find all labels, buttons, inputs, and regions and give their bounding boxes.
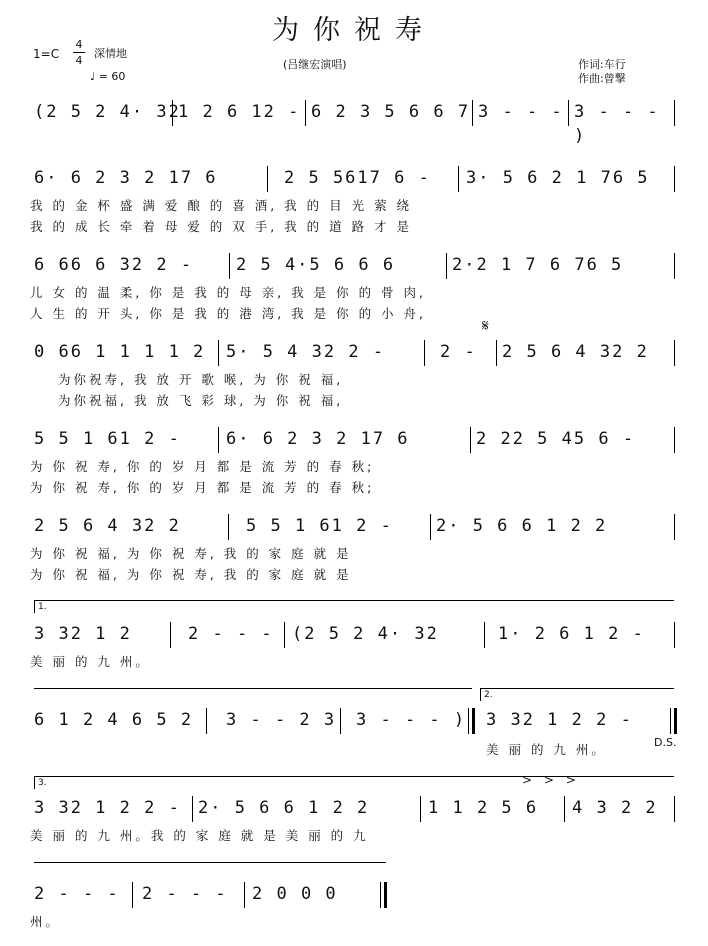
volta-label: 2.	[484, 690, 493, 700]
measure: 5 5 1 61 2 -	[34, 429, 181, 449]
time-signature-top: 4	[75, 38, 83, 51]
segno-icon: 𝄋	[482, 316, 489, 335]
volta-label: 3.	[38, 778, 47, 788]
volta-label: 1.	[38, 602, 47, 612]
measure: 3 32 1 2 2 -	[34, 798, 181, 818]
measure: 3 - - 2 3	[226, 710, 337, 730]
score-system	[30, 253, 676, 323]
measure: 2 22 5 45 6 -	[476, 429, 636, 449]
measure: 6 66 6 32 2 -	[34, 255, 194, 275]
score-system	[30, 100, 676, 146]
measure: 5· 5 4 32 2 -	[226, 342, 386, 362]
measure: 6 1 2 4 6 5 2	[34, 710, 194, 730]
lyric-verse-2: 为你祝福, 我 放 飞 彩 球, 为 你 祝 福,	[58, 393, 344, 408]
measure: 3 - - -	[478, 102, 564, 122]
lyric-verse-1: 我 的 金 杯 盛 满 爱 酿 的 喜 酒, 我 的 目 光 萦 绕	[30, 198, 413, 213]
lyric-verse-1: 州。	[30, 914, 62, 929]
lyric-verse-1: 美 丽 的 九 州。	[486, 742, 607, 757]
measure: 1 2 6 12 -	[178, 102, 301, 122]
lyric-verse-2: 为 你 祝 寿, 你 的 岁 月 都 是 流 芳 的 春 秋;	[30, 480, 375, 495]
score-system	[30, 166, 676, 236]
quarter-note-icon: ♩	[90, 70, 96, 83]
measure: 3 - - - )	[356, 710, 467, 730]
measure: 1· 2 6 1 2 -	[498, 624, 645, 644]
lyric-verse-1: 儿 女 的 温 柔, 你 是 我 的 母 亲, 我 是 你 的 骨 肉,	[30, 285, 426, 300]
lyric-verse-2: 为 你 祝 福, 为 你 祝 寿, 我 的 家 庭 就 是	[30, 567, 352, 582]
lyric-verse-1: 美 丽 的 九 州。	[30, 654, 151, 669]
score-system	[30, 622, 676, 670]
score-system	[30, 882, 676, 932]
singer-credit: (吕继宏演唱)	[283, 58, 347, 71]
measure: 2 5 6 4 32 2	[34, 516, 181, 536]
tempo-marking	[90, 70, 125, 83]
lyric-verse-1: 为 你 祝 福, 为 你 祝 寿, 我 的 家 庭 就 是	[30, 546, 352, 561]
measure: 6· 6 2 3 2 17 6	[226, 429, 410, 449]
dal-segno-marking: D.S.	[654, 736, 677, 749]
lyric-verse-1: 美 丽 的 九 州。我 的 家 庭 就 是 美 丽 的 九	[30, 828, 369, 843]
measure: 2 - - -	[34, 884, 120, 904]
ending-line	[34, 688, 472, 690]
tempo-value: = 60	[98, 70, 126, 83]
composer-credit: 作曲:曾撃	[578, 72, 626, 85]
lyricist-credit: 作词:车行	[578, 58, 626, 71]
lyric-verse-2: 人 生 的 开 头, 你 是 我 的 港 湾, 我 是 你 的 小 舟,	[30, 306, 426, 321]
measure: 3 32 1 2 2 -	[486, 710, 633, 730]
measure: 2 5 6 4 32 2	[502, 342, 649, 362]
measure: 3 32 1 2	[34, 624, 132, 644]
measure: 6· 6 2 3 2 17 6	[34, 168, 218, 188]
measure: 2 - - -	[188, 624, 274, 644]
score-system	[30, 796, 676, 846]
score-system	[30, 427, 676, 497]
measure: 6 2 3 5 6 6 7	[311, 102, 471, 122]
measure: 3· 5 6 2 1 76 5	[466, 168, 650, 188]
lyric-verse-1: 为你祝寿, 我 放 开 歌 喉, 为 你 祝 福,	[58, 372, 344, 387]
volta-bracket-2	[480, 688, 674, 700]
volta-bracket-1	[34, 600, 674, 612]
lyric-verse-1: 为 你 祝 寿, 你 的 岁 月 都 是 流 芳 的 春 秋;	[30, 459, 375, 474]
time-signature-bottom: 4	[75, 54, 83, 67]
measure: 4 3 2 2	[572, 798, 658, 818]
key-signature: 1=C	[33, 47, 60, 61]
measure: 3 - - - )	[574, 102, 660, 146]
score-system	[30, 514, 676, 584]
song-title: 为你祝寿	[272, 15, 436, 46]
measure: 2 -	[440, 342, 477, 362]
measure: 2 - - -	[142, 884, 228, 904]
measure: 0 66 1 1 1 1 2	[34, 342, 206, 362]
measure: 1 1 2 5 6	[428, 798, 539, 818]
measure: 2 5 5617 6 -	[284, 168, 431, 188]
measure: 2· 5 6 6 1 2 2	[436, 516, 608, 536]
measure: 2·2 1 7 6 76 5	[452, 255, 624, 275]
score-system	[30, 316, 676, 410]
lyric-verse-2: 我 的 成 长 牵 着 母 爱 的 双 手, 我 的 道 路 才 是	[30, 219, 413, 234]
measure: (2 5 2 4· 32	[34, 102, 181, 122]
measure: 2· 5 6 6 1 2 2	[198, 798, 370, 818]
ending-line	[34, 862, 386, 864]
measure: (2 5 2 4· 32	[292, 624, 439, 644]
score-system	[30, 708, 676, 758]
expression-marking: 深情地	[94, 47, 127, 60]
accent-marks: > > >	[522, 773, 580, 787]
time-signature	[73, 38, 85, 67]
measure: 2 0 0 0	[252, 884, 338, 904]
measure: 5 5 1 61 2 -	[246, 516, 393, 536]
measure: 2 5 4·5 6 6 6	[236, 255, 396, 275]
